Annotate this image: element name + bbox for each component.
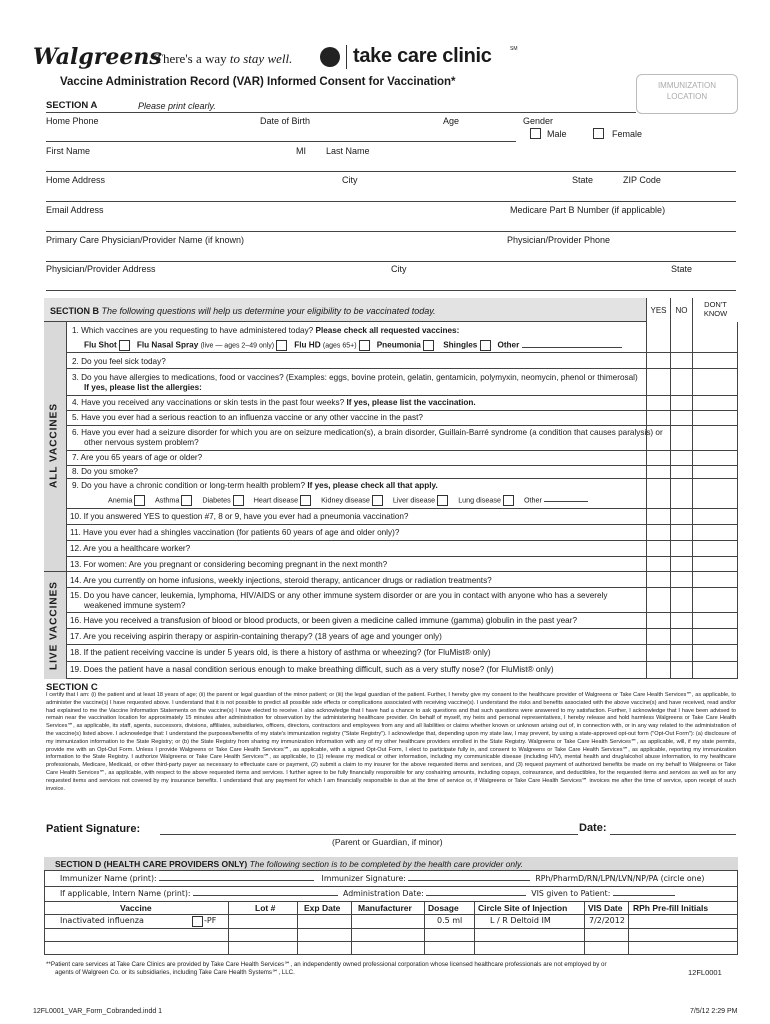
question-1: 1. Which vaccines are you requesting to have administered today? Please check all requested vaccines: — [72, 326, 460, 335]
male-label: Male — [547, 129, 567, 139]
question-18: 18. If the patient receiving vaccine is under 5 years old, is there a history of asthma or wheezing? (for FluMist® only) — [70, 648, 491, 657]
first-name-label: First Name — [46, 146, 91, 156]
tagline: There's a way to stay well. — [155, 51, 293, 66]
section-a-title: SECTION A — [46, 100, 98, 111]
medicare-label: Medicare Part B Number (if applicable) — [510, 205, 666, 215]
kidney-disease-checkbox[interactable] — [372, 495, 383, 506]
immunization-location-box — [636, 74, 738, 114]
home-phone-input[interactable] — [46, 128, 516, 142]
row-vis: 7/2/2012 — [589, 916, 625, 925]
col-site: Circle Site of Injection — [478, 903, 568, 913]
form-code: 12FL0001 — [688, 968, 722, 977]
question-9: 9. Do you have a chronic condition or long-term health problem? If yes, please check all that apply. — [72, 481, 438, 490]
home-address-label: Home Address — [46, 175, 106, 185]
pcp-name-label: Primary Care Physician/Provider Name (if known) — [46, 235, 245, 245]
dob-label: Date of Birth — [260, 116, 311, 126]
liver-disease-checkbox[interactable] — [437, 495, 448, 506]
clinic-name: take care clinic — [353, 45, 492, 67]
mi-label: MI — [296, 146, 306, 156]
age-label: Age — [443, 116, 460, 126]
date-input[interactable] — [610, 822, 736, 835]
question-14: 14. Are you currently on home infusions, weekly injections, steroid therapy, anticancer drugs or radiation treatments? — [70, 576, 492, 585]
col-dosage: Dosage — [428, 903, 459, 913]
question-3-follow: If yes, please list the allergies: — [84, 383, 202, 392]
consent-paragraph: I certify that I am: (i) the patient and at least 18 years of age; (ii) the parent or legal guardian of the minor patient; or (iii) the legal guardian of the patient. Further, I hereby give my consent to the healthcare provider of Walgreens or Take Care Health Services℠, as applicable, to administer the vaccine(s) I have requested above. I understand that it is not possible to predict all possible side effects or complications associated with receiving vaccine(s). I understand the risks and benefits associated with the above vaccine(s) and have received, read and/or had explained to me the Vaccine Information Statements on the vaccine(s) I have elected to receive. I also acknowledge that I have had a chance to ask questions and that such questions were answered to my satisfaction. Further, I acknowledge that I have been advised to remain near the vaccination location for approximately 15 minutes after administration for observation by the administering healthcare provider. On behalf of myself, my heirs and personal representatives, I hereby release and hold harmless Walgreens or Take Care Health Services℠, as applicable, its staff, agents, successors, divisions, affiliates, subsidiaries, officers, directors, contractors and employees from any and all liabilities or claims whether known or unknown arising out of, in connection with, or in any way related to the administration of the vaccine(s) listed above. I acknowledge that: I understand the purposes/benefits of my state's immunization registry ("State Registry"). I acknowledge that, depending upon my state law, I may prevent, by using a state-approved opt-out form ("Opt-Out Form"): (a) disclosure of my immunization information to the State Registry; or (b) the State Registry from sharing my immunization information with any of my other healthcare providers enrolled in the State Registry. Walgreens or Take Care Health Services℠, as applicable, will, if my state permits, provide me with an Opt-Out Form. Unless I provide Walgreens or Take Care Health Services℠, as applicable, with a signed Opt-Out Form, I elect to participate fully in, and consent to Walgreens or Take Care Health Services℠, as applicable, reporting my immunization information to the State Registry. I authorize Walgreens or Take Care Health Services℠, as applicable, to (1) release my medical or other information, including my communicable disease (including HIV), mental health and drug/alcohol abuse information, to my healthcare professionals, Medicare, Medicaid, or other third-party payer as necessary to effectuate care or payment, (2) submit a claim to my insurer for the above requested items and services, and (3) request payment of authorized benefits be made on my behalf to Walgreens or Take Care Health Services℠, as applicable, with respect to the above requested items and services. I further agree to be fully financially responsible for any coshairing amounts, including copays, coinsurance, and deductibles, for the requested items and services as well as for any requested items and services not covered by my insurance benefits. I understand that any payment for which I am financially responsible is due at the time of service or, if Walgreens or Take Care Health Services℠ invoices me after the time of service, upon receipt of such invoice. — [46, 692, 736, 792]
row-vaccine: Inactivated influenza — [60, 916, 144, 925]
question-6-cont: other nervous system problem? — [84, 438, 199, 447]
header — [33, 44, 733, 74]
flu-nasal-checkbox[interactable] — [276, 340, 287, 351]
intern-name-input[interactable] — [193, 895, 338, 896]
lung-disease-checkbox[interactable] — [503, 495, 514, 506]
anemia-checkbox[interactable] — [134, 495, 145, 506]
pcp-state-label: State — [671, 264, 693, 274]
live-vaccines-label: LIVE VACCINES — [48, 581, 60, 670]
question-13: 13. For women: Are you pregnant or considering becoming pregnant in the next month? — [70, 560, 388, 569]
question-15-cont: weakened immune system? — [84, 601, 186, 610]
condition-options: Anemia Asthma Diabetes Heart disease Kidney disease Liver disease Lung disease Other — [108, 495, 588, 506]
heart-disease-checkbox[interactable] — [300, 495, 311, 506]
vaccine-options: Flu Shot Flu Nasal Spray (live — ages 2–49 only) Flu HD (ages 65+) Pneumonia Shingles Other — [84, 340, 622, 352]
pcp-address-label: Physician/Provider Address — [46, 264, 156, 274]
home-phone-label: Home Phone — [46, 116, 99, 126]
shingles-checkbox[interactable] — [480, 340, 491, 351]
intern-row: If applicable, Intern Name (print): Administration Date: VIS given to Patient: — [60, 889, 675, 898]
female-checkbox[interactable] — [593, 128, 604, 139]
clinic-service-mark: SM — [510, 46, 518, 52]
city-label: City — [342, 175, 358, 185]
question-2: 2. Do you feel sick today? — [72, 357, 166, 366]
question-5: 5. Have you ever had a serious reaction to an influenza vaccine or any other vaccine in the past? — [72, 413, 423, 422]
email-label: Email Address — [46, 205, 104, 215]
walgreens-logo: Walgreens — [33, 44, 162, 70]
immunizer-signature-input[interactable] — [408, 880, 530, 881]
home-address-input[interactable] — [46, 188, 736, 202]
patient-signature-input[interactable] — [160, 822, 578, 835]
row-site: L / R Deltoid IM — [490, 916, 551, 925]
question-6: 6. Have you ever had a seizure disorder for which you are on seizure medication(s), a brain disorder, Guillain-Barré syndrome (a condition that causes paralysis) or — [72, 428, 663, 437]
name-input[interactable] — [46, 158, 736, 172]
question-3: 3. Do you have allergies to medications, food or vaccines? (Examples: eggs, bovine protein, gelatin, gentamicin, polymyxin, neomycin, phenol or thimerosal) — [72, 373, 638, 382]
last-name-label: Last Name — [326, 146, 370, 156]
pneumonia-checkbox[interactable] — [423, 340, 434, 351]
question-19: 19. Does the patient have a nasal condition serious enough to make breathing difficult, such as a very stuffy nose? (for FluMist® only) — [70, 665, 554, 674]
footer-note-2: agents of Walgreen Co. or its subsidiaries, including Take Care Health Systems℠, LLC. — [55, 969, 295, 976]
row-dosage: 0.5 ml — [437, 916, 463, 925]
print-clearly-note: Please print clearly. — [138, 101, 216, 111]
col-mfr: Manufacturer — [358, 903, 412, 913]
row-pf: -PF — [204, 916, 217, 925]
col-exp: Exp Date — [304, 903, 341, 913]
guardian-note: (Parent or Guardian, if minor) — [332, 837, 443, 847]
question-7: 7. Are you 65 years of age or older? — [72, 453, 203, 462]
logo-divider — [346, 45, 347, 69]
section-b-title: SECTION B The following questions will help us determine your eligibility to be vaccinated today. — [50, 306, 436, 316]
col-vis: VIS Date — [588, 903, 623, 913]
pf-checkbox[interactable] — [192, 916, 203, 927]
male-checkbox[interactable] — [530, 128, 541, 139]
section-c-title: SECTION C — [46, 682, 98, 693]
col-lot: Lot # — [255, 903, 276, 913]
immunization-location-label: IMMUNIZATION LOCATION — [657, 81, 717, 101]
col-rph: RPh Pre-fill Initials — [633, 903, 709, 913]
patient-signature-label: Patient Signature: — [46, 823, 141, 835]
admin-date-input[interactable] — [426, 895, 526, 896]
date-label: Date: — [579, 822, 607, 834]
flu-shot-checkbox[interactable] — [119, 340, 130, 351]
email-input[interactable] — [46, 218, 736, 232]
vis-given-input[interactable] — [613, 895, 675, 896]
gender-label: Gender — [523, 116, 554, 126]
question-17: 17. Are you receiving aspirin therapy or aspirin-containing therapy? (18 years of age and younger only) — [70, 632, 442, 641]
diabetes-checkbox[interactable] — [233, 495, 244, 506]
pcp-name-input[interactable] — [46, 248, 736, 262]
question-16: 16. Have you received a transfusion of blood or blood products, or been given a medicine called immune (gamma) globulin in the past year? — [70, 616, 578, 625]
zip-label: ZIP Code — [623, 175, 661, 185]
footer-note-1: **Patient care services at Take Care Clinics are provided by Take Care Health Services℠, an independently owned professional corporation whose licensed healthcare professionals are not employed by or — [46, 961, 607, 968]
question-12: 12. Are you a healthcare worker? — [70, 544, 191, 553]
no-column-header: NO — [670, 298, 692, 322]
question-15: 15. Do you have cancer, leukemia, lymphoma, HIV/AIDS or any other immune system disorder or are you in contact with anyone who has a severely — [70, 591, 608, 600]
pcp-phone-label: Physician/Provider Phone — [507, 235, 611, 245]
immunizer-name-input[interactable] — [159, 880, 314, 881]
asthma-checkbox[interactable] — [181, 495, 192, 506]
question-10: 10. If you answered YES to question #7, 8 or 9, have you ever had a pneumonia vaccination? — [70, 512, 409, 521]
col-vaccine: Vaccine — [120, 903, 152, 913]
dont-know-column-header: DON'T KNOW — [692, 298, 738, 322]
footer-date: 7/5/12 2:29 PM — [690, 1008, 738, 1015]
state-label: State — [572, 175, 594, 185]
question-4: 4. Have you received any vaccinations or skin tests in the past four weeks? If yes, please list the vaccination. — [72, 398, 476, 407]
female-label: Female — [612, 129, 643, 139]
immunizer-row: Immunizer Name (print): Immunizer Signature: RPh/PharmD/RN/LPN/LVN/NP/PA (circle one) — [60, 874, 705, 883]
flu-hd-checkbox[interactable] — [359, 340, 370, 351]
pcp-city-label: City — [391, 264, 407, 274]
form-title: Vaccine Administration Record (VAR) Informed Consent for Vaccination* — [60, 76, 456, 88]
yes-column-header: YES — [646, 298, 670, 322]
section-d-title: SECTION D (HEALTH CARE PROVIDERS ONLY) The following section is to be completed by the health care provider only. — [55, 859, 524, 869]
question-11: 11. Have you ever had a shingles vaccination (for patients 60 years of age and older only)? — [70, 528, 400, 537]
footer-file: 12FL0001_VAR_Form_Cobranded.indd 1 — [33, 1008, 163, 1015]
question-8: 8. Do you smoke? — [72, 467, 138, 476]
all-vaccines-label: ALL VACCINES — [48, 403, 60, 488]
clinic-logo-icon — [320, 47, 340, 67]
pcp-address-input[interactable] — [46, 277, 736, 291]
